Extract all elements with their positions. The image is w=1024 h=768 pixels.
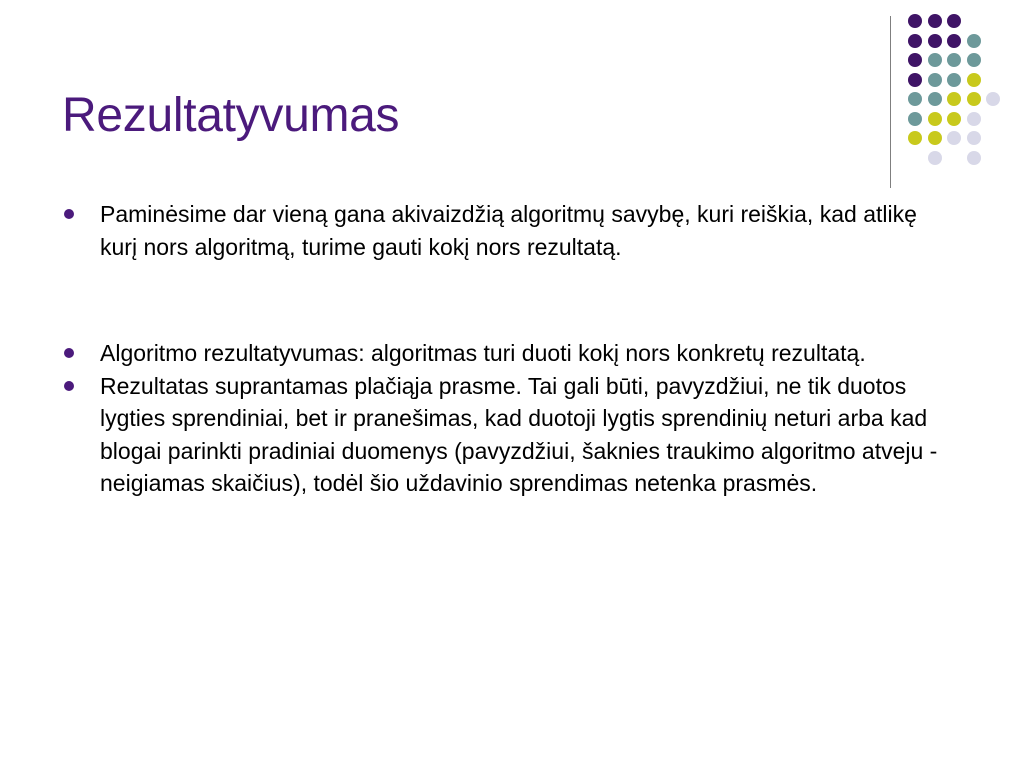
decorative-dot	[928, 73, 942, 87]
decorative-dot	[947, 92, 961, 106]
bullet-item	[62, 337, 942, 370]
decorative-dot	[908, 73, 922, 87]
decorative-dot	[967, 92, 981, 106]
bullet-item	[62, 198, 942, 263]
decorative-dot	[947, 131, 961, 145]
decorative-dot	[908, 14, 922, 28]
bullet-item	[62, 370, 942, 500]
decorative-dot	[967, 131, 981, 145]
decorative-dot	[928, 14, 942, 28]
decorative-dot	[908, 92, 922, 106]
decorative-dot	[908, 131, 922, 145]
decorative-dot	[928, 92, 942, 106]
bullet-list	[62, 198, 942, 500]
bullet-text: Paminėsime dar vieną gana akivaizdžią algoritmų savybę, kuri reiškia, kad atlikę kurį nors algoritmą, turime gauti kokį nors rezultatą.	[100, 201, 917, 260]
decorative-dot	[928, 53, 942, 67]
bullet-text: Rezultatas suprantamas plačiąja prasme. Tai gali būti, pavyzdžiui, ne tik duotos lygties sprendiniai, bet ir pranešimas, kad duotoji lygtis sprendinių neturi arba kad blogai parinkti pradiniai duomenys (pavyzdžiui, šaknies traukimo algoritmo atveju - neigiamas skaičius), todėl šio uždavinio sprendimas netenka prasmės.	[100, 372, 938, 496]
decorative-dot	[967, 112, 981, 126]
vertical-divider	[890, 16, 891, 188]
decorative-dot	[908, 34, 922, 48]
decorative-dot	[908, 112, 922, 126]
decorative-dot	[967, 34, 981, 48]
slide-title: Rezultatyvumas	[62, 89, 400, 142]
decorative-dot-grid	[908, 14, 1012, 166]
decorative-dot	[947, 73, 961, 87]
decorative-dot	[928, 151, 942, 165]
decorative-dot	[947, 53, 961, 67]
bullet-text: Algoritmo rezultatyvumas: algoritmas turi duoti kokį nors konkretų rezultatą.	[100, 340, 866, 366]
decorative-dot	[928, 34, 942, 48]
decorative-dot	[967, 151, 981, 165]
decorative-dot	[986, 92, 1000, 106]
decorative-dot	[967, 53, 981, 67]
decorative-dot	[928, 112, 942, 126]
bullet-dot-icon	[64, 381, 74, 391]
bullet-dot-icon	[64, 348, 74, 358]
bullet-dot-icon	[64, 209, 74, 219]
decorative-dot	[908, 53, 922, 67]
decorative-dot	[947, 112, 961, 126]
decorative-dot	[928, 131, 942, 145]
decorative-dot	[947, 14, 961, 28]
decorative-dot	[947, 34, 961, 48]
decorative-dot	[967, 73, 981, 87]
